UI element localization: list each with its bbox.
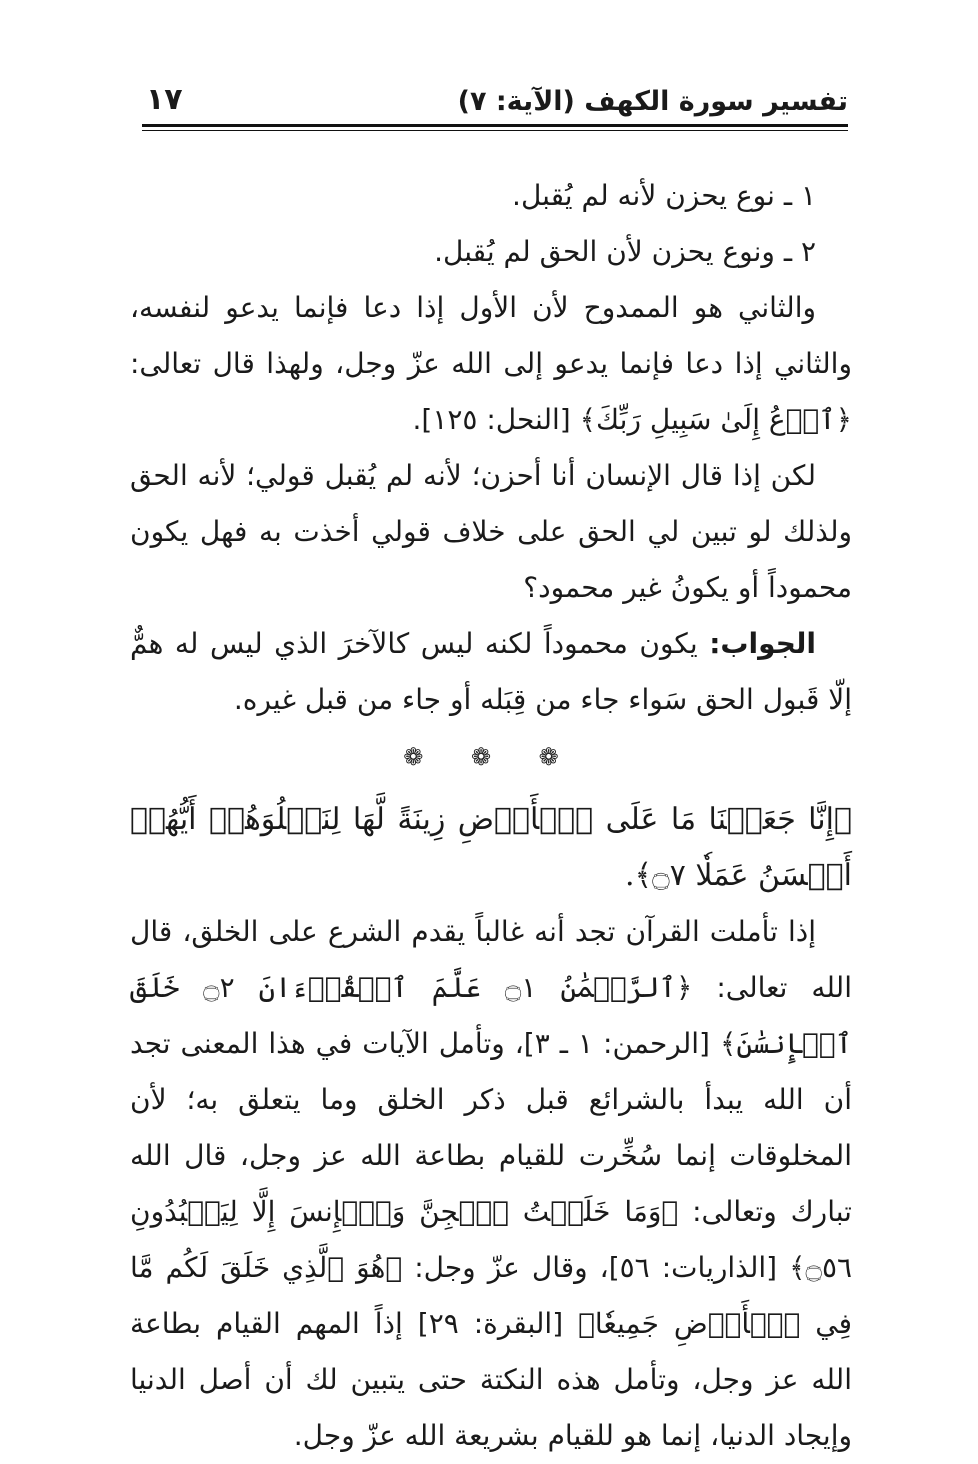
quran-verse-nahl: ﴿ٱدۡعُ إِلَىٰ سَبِيلِ رَبِّكَ﴾ xyxy=(579,403,852,436)
list-item-1: ١ ـ نوع يحزن لأنه لم يُقبل. xyxy=(512,179,816,212)
paragraph-3-text-b: [الرحمن: ١ ـ ٣]، وتأمل الآيات في هذا المعنى تجد أن الله يبدأ بالشرائع قبل ذكر الخلق وما يتعلق به؛ لأن المخلوقات إنما سُخِّرت للقيام بطاعة الله عز وجل، قال الله تبارك وتعالى: xyxy=(130,1027,852,1228)
paragraph-3-text-c: [الذاريات: ٥٦]، وقال عزّ وجل: xyxy=(414,1251,778,1284)
page-body xyxy=(130,168,852,1464)
answer-label: الجواب: xyxy=(709,627,816,660)
running-title: تفسير سورة الكهف (الآية: ٧) xyxy=(457,86,848,117)
section-separator: ❁ ❁ ❁ xyxy=(403,743,579,771)
verse-reference-nahl: [النحل: ١٢٥]. xyxy=(412,403,571,436)
quran-verse-baqarah: ﴿هُوَ ٱلَّذِي خَلَقَ لَكُم مَّا فِي ٱلۡأَرۡضِ جَمِيعٗا﴾ xyxy=(130,1251,852,1340)
quran-verse-rahman: ﴿ٱلرَّحۡمَٰنُ ۝١ عَلَّمَ ٱلۡقُرۡءَانَ ۝٢ خَلَقَ ٱلۡإِنسَٰنَ﴾ xyxy=(130,971,852,1060)
paragraph-1-text: والثاني هو الممدوح لأن الأول إذا دعا فإنما يدعو لنفسه، والثاني إذا دعا فإنما يدعو إلى الله عزّ وجل، ولهذا قال تعالى: xyxy=(130,291,852,380)
header-rule-thick xyxy=(142,124,848,127)
page-number: ١٧ xyxy=(146,82,183,117)
list-item-2: ٢ ـ ونوع يحزن لأن الحق لم يُقبل. xyxy=(434,235,816,268)
paragraph-1 xyxy=(130,280,852,448)
answer-paragraph xyxy=(130,616,852,728)
paragraph-3 xyxy=(130,904,852,1464)
quran-verse-dhariyat: ﴿وَمَا خَلَقۡتُ ٱلۡجِنَّ وَٱلۡإِنسَ إِلَّا لِيَعۡبُدُونِ ۝٥٦﴾ xyxy=(130,1195,853,1284)
page-header xyxy=(142,80,848,128)
paragraph-3-text-d: [البقرة: ٢٩] إذاً المهم القيام بطاعة الله عز وجل، وتأمل هذه النكتة حتى يتبين لك أن أصل الدنيا وإيجاد الدنيا، إنما هو للقيام بشريعة الله عزّ وجل. xyxy=(130,1307,852,1452)
paragraph-3-text-a: إذا تأملت القرآن تجد أنه غالباً يقدم الشرع على الخلق، قال الله تعالى: xyxy=(130,915,852,1004)
verse-heading: ﴿إِنَّا جَعَلۡنَا مَا عَلَى ٱلۡأَرۡضِ زِينَةً لَّهَا لِنَبۡلُوَهُمۡ أَيُّهُمۡ أَحۡسَنُ عَمَلٗا ۝٧﴾. xyxy=(130,802,852,893)
paragraph-2: لكن إذا قال الإنسان أنا أحزن؛ لأنه لم يُقبل قولي؛ لأنه الحق ولذلك لو تبين لي الحق على خلاف قولي أخذت به فهل يكون محموداً أو يكونُ غير محمود؟ xyxy=(130,459,852,604)
header-rule-thin xyxy=(142,130,848,131)
answer-text: يكون محموداً لكنه ليس كالآخرَ الذي ليس له همٌّ إلّا قَبول الحق سَواء جاء من قِبَله أو جاء من قبل غيره. xyxy=(130,627,852,716)
